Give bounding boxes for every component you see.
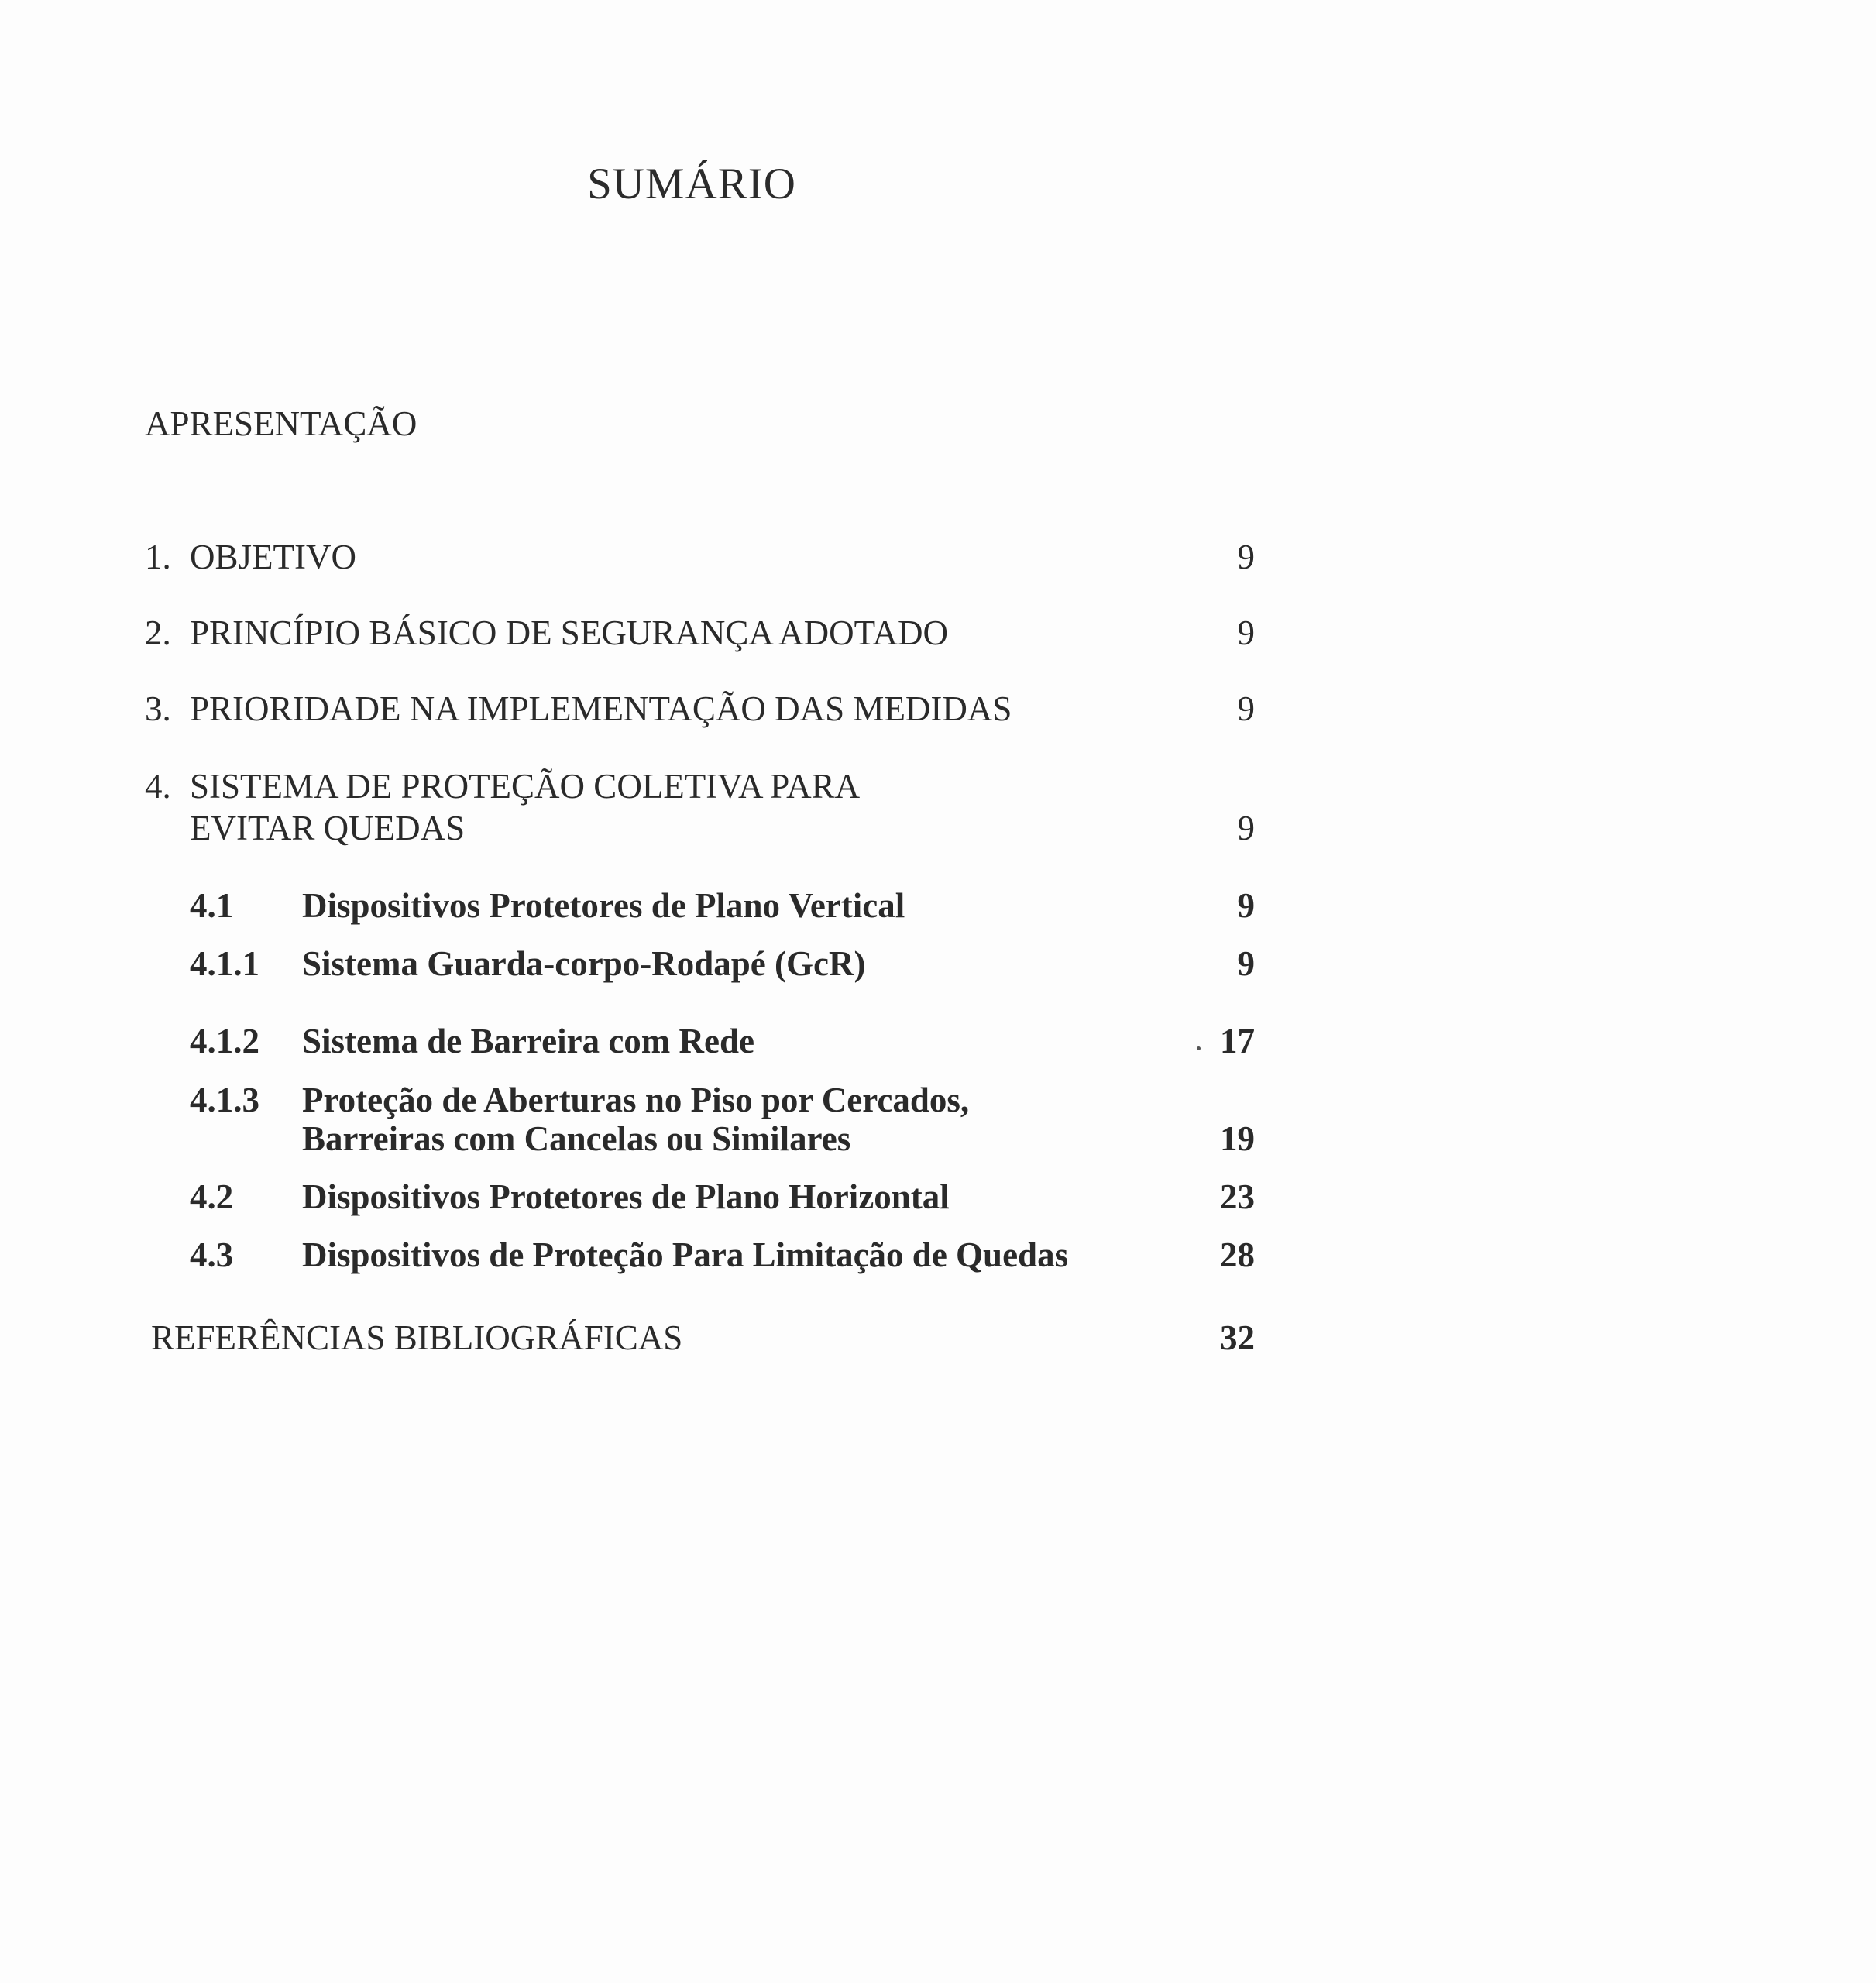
toc-entry-page: 9: [1237, 689, 1255, 728]
toc-entry-page: 19: [1220, 1119, 1255, 1158]
toc-entry-number: 4.2: [190, 1177, 234, 1216]
toc-entry-text-line1: Proteção de Aberturas no Piso por Cercados,: [302, 1081, 970, 1119]
toc-entry-number: 2.: [145, 613, 171, 652]
toc-entry-text: APRESENTAÇÃO: [145, 404, 417, 443]
toc-entry-text: Dispositivos de Proteção Para Limitação de Quedas: [302, 1236, 1069, 1274]
toc-entry-number: 4.1: [190, 886, 234, 925]
page-title: SUMÁRIO: [587, 160, 796, 208]
toc-entry-page: 23: [1220, 1177, 1255, 1216]
toc-entry-page: 9: [1237, 613, 1255, 652]
toc-entry-text: Dispositivos Protetores de Plano Horizontal: [302, 1177, 950, 1216]
toc-entry-page: 32: [1220, 1318, 1255, 1357]
toc-entry-text-line2: EVITAR QUEDAS: [190, 809, 466, 847]
toc-entry-page: 9: [1237, 538, 1255, 576]
toc-entry-number: 4.1.3: [190, 1081, 259, 1119]
toc-entry-text-line2: Barreiras com Cancelas ou Similares: [302, 1119, 851, 1158]
toc-entry-number: 4.3: [190, 1236, 234, 1274]
toc-entry-page: 9: [1237, 886, 1255, 925]
toc-entry-text: OBJETIVO: [190, 538, 356, 576]
toc-entry-page: 17: [1220, 1022, 1255, 1060]
toc-entry-number: 3.: [145, 689, 171, 728]
toc-entry-number: 1.: [145, 538, 171, 576]
toc-entry-text: Dispositivos Protetores de Plano Vertical: [302, 886, 905, 925]
toc-entry-text-line1: SISTEMA DE PROTEÇÃO COLETIVA PARA: [190, 767, 861, 806]
toc-entry-text: PRINCÍPIO BÁSICO DE SEGURANÇA ADOTADO: [190, 613, 948, 652]
toc-entry-number: 4.1.2: [190, 1022, 259, 1060]
toc-entry-text: REFERÊNCIAS BIBLIOGRÁFICAS: [151, 1318, 683, 1357]
toc-entry-page: 28: [1220, 1236, 1255, 1274]
toc-entry-text: Sistema Guarda-corpo-Rodapé (GcR): [302, 944, 866, 983]
toc-entry-number: 4.: [145, 767, 171, 806]
toc-entry-page: 9: [1237, 944, 1255, 983]
toc-entry-text: Sistema de Barreira com Rede: [302, 1022, 755, 1060]
toc-entry-page: 9: [1237, 809, 1255, 847]
toc-entry-text: PRIORIDADE NA IMPLEMENTAÇÃO DAS MEDIDAS: [190, 689, 1012, 728]
toc-entry-number: 4.1.1: [190, 944, 259, 983]
